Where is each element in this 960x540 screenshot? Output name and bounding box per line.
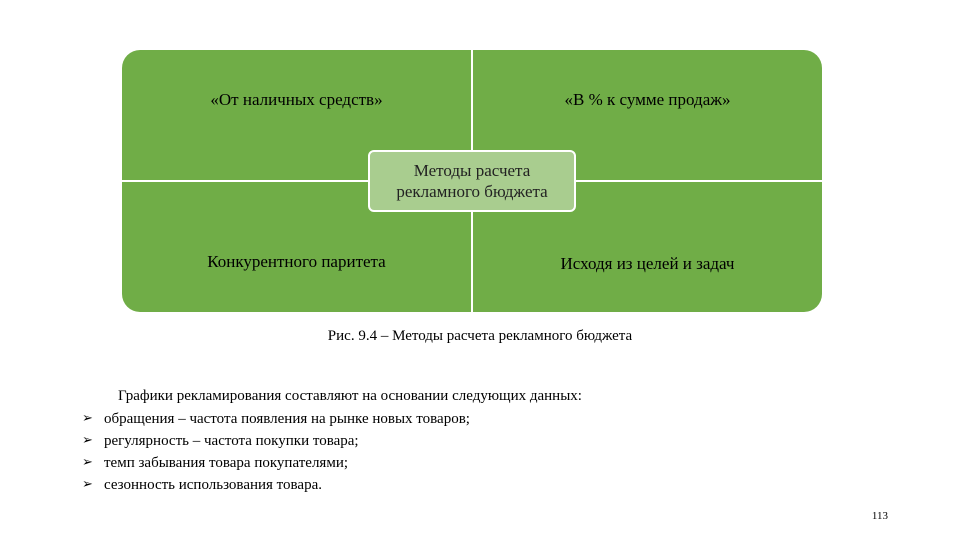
arrow-bullet-icon: ➢	[82, 455, 93, 470]
list-item	[82, 408, 470, 430]
paragraph-intro: Графики рекламирования составляют на основании следующих данных:	[118, 388, 582, 404]
list-item	[82, 452, 470, 474]
figure-caption: Рис. 9.4 – Методы расчета рекламного бюджета	[327, 328, 633, 344]
bullet-list	[82, 408, 470, 496]
list-item	[82, 474, 470, 496]
list-item	[82, 430, 470, 452]
quadrant-label-top-right: «В % к сумме продаж»	[564, 90, 731, 109]
list-item-text: обращения – частота появления на рынке новых товаров;	[104, 411, 470, 427]
arrow-bullet-icon: ➢	[82, 433, 93, 448]
center-node-label: Методы расчета рекламного бюджета	[396, 161, 548, 201]
quadrant-label-bottom-right: Исходя из целей и задач	[560, 254, 735, 273]
page-number: 113	[871, 510, 888, 522]
list-item-text: сезонность использования товара.	[104, 477, 322, 493]
quadrant-label-bottom-left: Конкурентного паритета	[207, 252, 386, 271]
quadrant-label-top-left: «От наличных средств»	[210, 90, 383, 109]
list-item-text: темп забывания товара покупателями;	[104, 455, 349, 471]
center-node	[368, 150, 576, 212]
list-item-text: регулярность – частота покупки товара;	[104, 433, 359, 449]
arrow-bullet-icon: ➢	[82, 411, 93, 426]
arrow-bullet-icon: ➢	[82, 477, 93, 492]
